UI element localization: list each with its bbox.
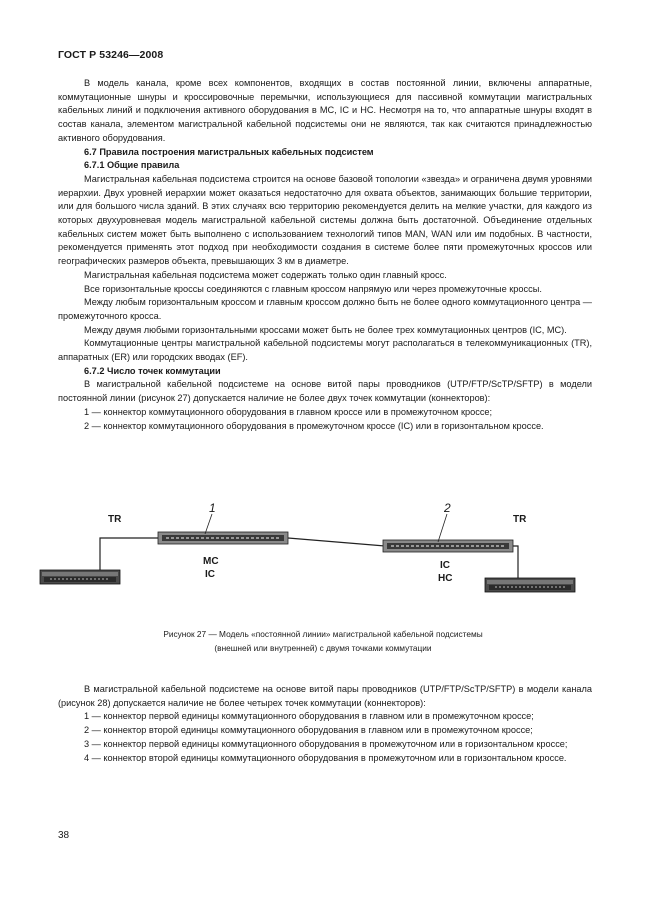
paragraph: Между двумя любыми горизонтальными кроссами может быть не более трех коммутационных центров (IC, МС). (84, 324, 567, 335)
list-item: 1 — коннектор коммутационного оборудования в главном кроссе или в промежуточном кроссе; (84, 406, 493, 417)
list-item: 2 — коннектор второй единицы коммутационного оборудования в главном или в промежуточном кроссе; (84, 725, 533, 736)
label-tr-left: TR (108, 514, 122, 525)
label-tr-right: TR (513, 514, 527, 525)
subsection-heading: 6.7.1 Общие правила (84, 160, 180, 171)
paragraph: В магистральной кабельной подсистеме на основе витой пары проводников (UTP/FTP/ScTP/SFTP) в модели постоянной линии (рисунок 27) допускается наличие не более двух точек коммутации (коннекторов): (58, 379, 592, 404)
patch-panel-icon (158, 532, 288, 544)
list-item: 2 — коннектор коммутационного оборудования в промежуточном кроссе (IC) или в горизонтальном кроссе. (84, 420, 544, 431)
document-header: ГОСТ Р 53246—2008 (58, 49, 164, 61)
caption-line: (внешней или внутренней) с двумя точками коммутации (214, 642, 432, 653)
network-switch-icon (40, 570, 120, 584)
callout-number-1: 1 (209, 501, 216, 515)
label-ic-right: IC (440, 560, 450, 571)
page-number: 38 (58, 830, 70, 841)
label-mc: МС (203, 556, 219, 567)
section-heading: 6.7 Правила построения магистральных кабельных подсистем (84, 146, 374, 157)
paragraph: В модель канала, кроме всех компонентов, входящих в состав постоянной линии, включены аппаратные, коммутационные шнуры и кроссировочные перемычки, использующиеся для пассивной коммутации магистральных кабельных линий и подключения активного оборудования в МС, IC и НС. Несмотря на то, что аппаратные шнуры входят в состав канала, элементом магистральной кабельной подсистемы они не являются, так как считаются принадлежностью активного оборудования. (58, 78, 592, 143)
list-item: 4 — коннектор второй единицы коммутационного оборудования в промежуточном или в горизонтальном кроссе. (84, 752, 567, 763)
subsection-heading: 6.7.2 Число точек коммутации (84, 365, 221, 376)
figure-caption (100, 628, 546, 655)
list-item: 3 — коннектор первой единицы коммутационного оборудования в промежуточном или в горизонтальном кроссе; (84, 738, 568, 749)
main-text-continued (58, 683, 592, 765)
paragraph: Все горизонтальные кроссы соединяются с главным кроссом напрямую или через промежуточные кроссы. (84, 283, 542, 294)
main-text (58, 77, 592, 433)
paragraph: Магистральная кабельная подсистема может содержать только один главный кросс. (84, 269, 447, 280)
list-item: 1 — коннектор первой единицы коммутационного оборудования в главном или в промежуточном кроссе; (84, 711, 534, 722)
callout-leader (205, 514, 212, 534)
label-ic-left: IC (205, 569, 215, 580)
label-hc: НС (438, 573, 453, 584)
network-switch-icon (485, 578, 575, 592)
caption-line: Рисунок 27 — Модель «постоянной линии» магистральной кабельной подсистемы (163, 629, 483, 639)
callout-leader (438, 514, 447, 542)
paragraph: Магистральная кабельная подсистема строится на основе базовой топологии «звезда» и ограничена двумя уровнями иерархии. Двух уровней иерархии может оказаться недостаточно для охвата объектов, занимающих большие территории, или для большого числа зданий. В этих случаях всю территорию рекомендуется делить на мелкие участки, для каждого из которых двухуровневая модель магистральной кабельной системы должна быть достаточной. Объединение отдельных кабельных систем может быть выполнено с использованием технологий типов MAN, WAN или им подобных. В частности, рекомендуется применять этот подход при необходимости создания в системе более пяти промежуточных кроссов или географических размеров объекта, превышающих 3 км в диаметре. (58, 173, 592, 267)
paragraph: Коммутационные центры магистральной кабельной подсистемы могут располагаться в телекоммуникационных (TR), аппаратных (ER) или городских вводах (EF). (58, 338, 592, 363)
paragraph: В магистральной кабельной подсистеме на основе витой пары проводников (UTP/FTP/ScTP/SFTP) в модели канала (рисунок 28) допускается наличие не более четырех точек коммутации (коннекторов): (58, 684, 592, 708)
figure-27-diagram (0, 500, 646, 608)
cable-line (288, 538, 385, 546)
callout-number-2: 2 (444, 501, 451, 515)
cable-line (100, 538, 160, 570)
patch-panel-icon (383, 540, 513, 552)
paragraph: Между любым горизонтальным кроссом и главным кроссом должно быть не более одного коммутационного центра — промежуточного кросса. (58, 297, 592, 321)
